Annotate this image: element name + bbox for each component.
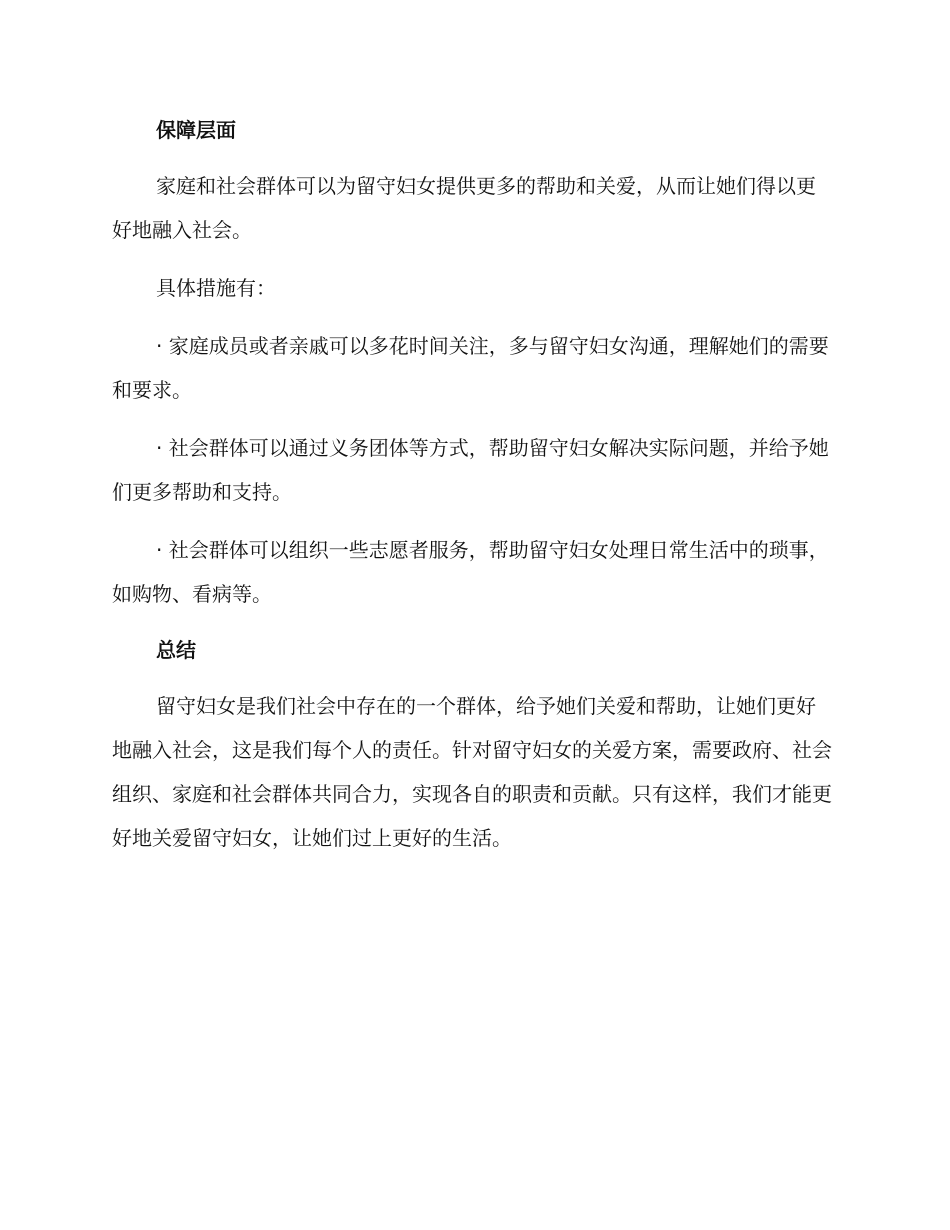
- bullet-item-family: · 家庭成员或者亲戚可以多花时间关注，多与留守妇女沟通，理解她们的需要和要求。: [112, 334, 829, 402]
- section-heading-guarantee: 保障层面: [156, 118, 236, 142]
- paragraph-measures-label: 具体措施有：: [156, 276, 276, 300]
- bullet-item-volunteer-services: · 社会群体可以组织一些志愿者服务，帮助留守妇女处理日常生活中的琐事，如购物、看病等。: [112, 538, 829, 606]
- section-heading-summary: 总结: [156, 638, 196, 662]
- paragraph-summary: 留守妇女是我们社会中存在的一个群体，给予她们关爱和帮助，让她们更好地融入社会，这是我们每个人的责任。针对留守妇女的关爱方案，需要政府、社会组织、家庭和社会群体共同合力，实现各自的职责和贡献。只有这样，我们才能更好地关爱留守妇女，让她们过上更好的生活。: [112, 694, 832, 850]
- bullet-item-volunteer-groups: · 社会群体可以通过义务团体等方式，帮助留守妇女解决实际问题，并给予她们更多帮助和支持。: [112, 436, 829, 504]
- document-page: [112, 110, 832, 860]
- paragraph-intro: 家庭和社会群体可以为留守妇女提供更多的帮助和关爱，从而让她们得以更好地融入社会。: [112, 174, 816, 242]
